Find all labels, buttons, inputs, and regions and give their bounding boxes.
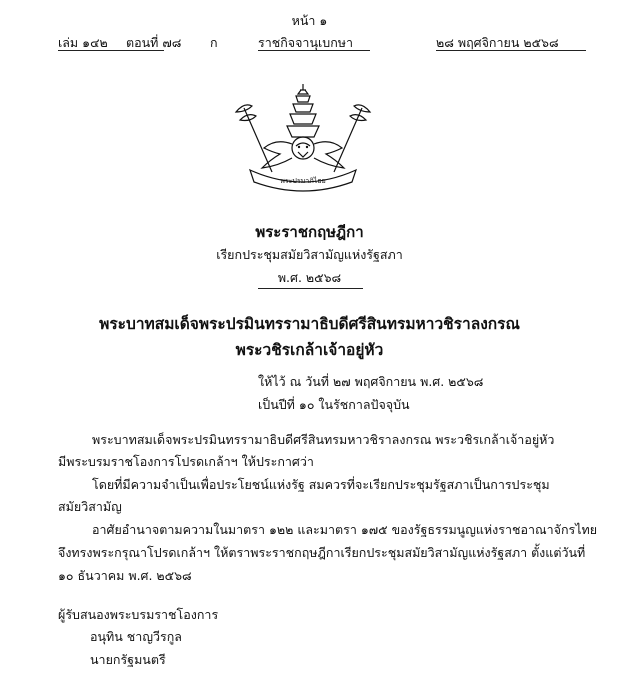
paragraph-2-line-1: โดยที่มีความจำเป็นเพื่อประโยชน์แห่งรัฐ สมควรที่จะเรียกประชุมรัฐสภาเป็นการประชุม <box>92 477 550 492</box>
paragraph-3-line-2: จึงทรงพระกรุณาโปรดเกล้าฯ ให้ตราพระราชกฤษฎีกาเรียกประชุมสมัยวิสามัญแห่งรัฐสภา ตั้งแต่วันที่ <box>58 545 586 560</box>
paragraph-1-line-1: พระบาทสมเด็จพระปรมินทรรามาธิบดีศรีสินทรมหาวชิราลงกรณ พระวชิรเกล้าเจ้าอยู่หัว <box>92 432 555 447</box>
countersign-name: อนุทิน ชาญวีรกูล <box>90 629 182 644</box>
header-rule-center <box>258 50 370 51</box>
paragraph-2-line-2: สมัยวิสามัญ <box>58 499 122 514</box>
king-name-line1: พระบาทสมเด็จพระปรมินทรรามาธิบดีศรีสินทรมหาวชิราลงกรณ <box>99 315 520 333</box>
header-rule-right <box>436 50 586 51</box>
issue-number: ตอนที่ ๗๘ <box>126 35 182 50</box>
publication-date: ๒๘ พฤศจิกายน ๒๕๖๘ <box>436 35 559 50</box>
paragraph-3-line-1: อาศัยอำนาจตามความในมาตรา ๑๒๒ และมาตรา ๑๗๕ ของรัฐธรรมนูญแห่งราชอาณาจักรไทย <box>92 522 598 537</box>
page-number: หน้า ๑ <box>291 13 328 28</box>
paragraph-1-line-2: มีพระบรมราชโองการโปรดเกล้าฯ ให้ประกาศว่า <box>58 454 314 469</box>
header-rule-left <box>58 50 164 51</box>
section-letter: ก <box>210 35 218 50</box>
reign-year: เป็นปีที่ ๑๐ ในรัชกาลปัจจุบัน <box>258 397 410 412</box>
given-date: ให้ไว้ ณ วันที่ ๒๗ พฤศจิกายน พ.ศ. ๒๕๖๘ <box>258 374 484 389</box>
countersign-label: ผู้รับสนองพระบรมราชโองการ <box>58 607 219 622</box>
title-divider <box>258 288 363 289</box>
gazette-name: ราชกิจจานุเบกษา <box>258 35 354 50</box>
king-name-line2: พระวชิรเกล้าเจ้าอยู่หัว <box>235 341 384 359</box>
countersign-position: นายกรัฐมนตรี <box>90 652 166 667</box>
seal-banner-text: พระปรมาภิไธย <box>280 177 326 185</box>
decree-year: พ.ศ. ๒๕๖๘ <box>277 270 342 285</box>
decree-title: พระราชกฤษฎีกา <box>255 223 364 241</box>
paragraph-3-line-3: ๑๐ ธันวาคม พ.ศ. ๒๕๖๘ <box>58 568 192 583</box>
volume-number: เล่ม ๑๔๒ <box>58 35 108 50</box>
decree-subtitle: เรียกประชุมสมัยวิสามัญแห่งรัฐสภา <box>216 247 403 262</box>
royal-garuda-seal-icon <box>232 82 374 194</box>
